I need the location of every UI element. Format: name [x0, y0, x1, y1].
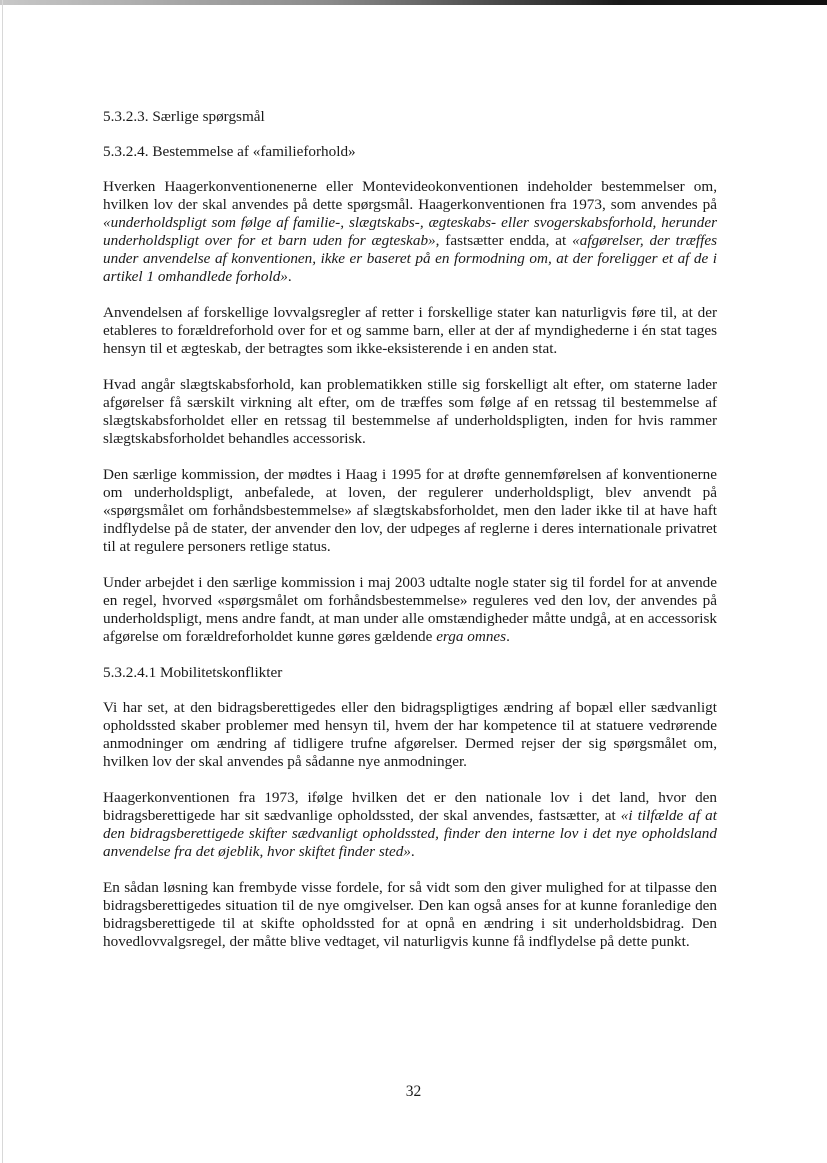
paragraph-1	[103, 178, 717, 286]
paragraph-3: Hvad angår slægtskabsforhold, kan problematikken stille sig forskelligt alt efter, om staterne lader afgørelser få særskilt virkning alt efter, om de træffes som følge af en retssag til bestemmelse af slægtskabsforholdet eller en retssag til bestemmelse af underholdspligten, inden for hvis rammer slægtskabsforholdet behandles accessorisk.	[103, 376, 717, 447]
paragraph-7-text-a: Haagerkonventionen fra 1973, ifølge hvilken det er den nationale lov i det land, hvor den bidragsberettigede har sit sædvanlige opholdssted, der skal anvendes, fastsætter, at	[103, 789, 717, 824]
section-heading-5-3-2-3: 5.3.2.3. Særlige spørgsmål	[103, 108, 265, 125]
paragraph-1-text-c: .	[287, 268, 292, 285]
paragraph-1-quote-a: «underholdspligt som følge af familie-, slægtskabs-, ægteskabs- eller svogerskabsforhold, herunder underholdspligt over for et barn uden for ægteskab»	[103, 214, 717, 249]
paragraph-5	[103, 574, 717, 646]
paragraph-5-text-a: Under arbejdet i den særlige kommission i maj 2003 udtalte nogle stater sig til fordel for at anvende en regel, hvorved «spørgsmålet om forhåndsbestemmelse» reguleres ved den lov, der anvendes på underholdspligt, mens andre fandt, at man under alle omstændigheder måtte undgå, at en accessorisk afgørelse om forældreforholdet kunne gøres gældende	[103, 574, 717, 645]
paragraph-7-text-b: .	[410, 843, 415, 860]
section-heading-5-3-2-4-1: 5.3.2.4.1 Mobilitetskonflikter	[103, 664, 283, 681]
paragraph-7	[103, 789, 717, 861]
paragraph-2: Anvendelsen af forskellige lovvalgsregler af retter i forskellige stater kan naturligvis føre til, at der etableres to forældreforhold over for et og samme barn, eller at der af myndighederne i én stat tages hensyn til et ægteskab, der betragtes som ikke-eksisterende i en anden stat.	[103, 304, 717, 357]
paragraph-5-latin-term: erga omnes	[436, 628, 507, 645]
paragraph-1-quote-b: «afgørelser, der træffes under anvendelse af konventionen, ikke er baseret på en formodning om, at der foreligger et af de i artikel 1 omhandlede forhold»	[103, 232, 718, 285]
paragraph-7-quote: «i tilfælde af at den bidragsberettigede skifter sædvanligt opholdssted, finder den interne lov i det nye opholdsland anvendelse fra det øjeblik, hvor skiftet finder sted»	[103, 807, 717, 860]
left-scan-edge	[2, 0, 3, 1163]
paragraph-8: En sådan løsning kan frembyde visse fordele, for så vidt som den giver mulighed for at tilpasse den bidragsberettigedes situation til de nye omgivelser. Den kan også anses for at kunne foranledige den bidragsberettigede til at skifte opholdssted for at opnå en ændring i sit underholdsbidrag. Den hovedlovvalgsregel, der måtte blive vedtaget, vil naturligvis kunne få indflydelse på dette punkt.	[103, 879, 717, 950]
paragraph-5-text-b: .	[506, 628, 510, 645]
section-heading-5-3-2-4: 5.3.2.4. Bestemmelse af «familieforhold»	[103, 143, 356, 160]
page-number: 32	[405, 1083, 422, 1100]
paragraph-4: Den særlige kommission, der mødtes i Haag i 1995 for at drøfte gennemførelsen af konventionerne om underholdspligt, anbefalede, at loven, der regulerer underholdspligt, blev anvendt på «spørgsmålet om forhåndsbestemmelse» af slægtskabsforholdet, men den lader ikke til at have haft indflydelse på de stater, der anvender den lov, der udpeges af reglerne i deres internationale privatret til at regulere personers retlige status.	[103, 466, 717, 555]
top-scan-edge	[0, 0, 827, 5]
paragraph-6: Vi har set, at den bidragsberettigedes eller den bidragspligtiges ændring af bopæl eller sædvanligt opholdssted skaber problemer med hensyn til, hvem der har kompetence til at statuere vedrørende anmodninger om ændring af tidligere trufne afgørelser. Dermed rejser der sig spørgsmålet om, hvilken lov der skal anvendes på sådanne nye anmodninger.	[103, 699, 717, 770]
paragraph-1-text-b: , fastsætter endda, at	[435, 232, 573, 249]
paragraph-1-text-a: Hverken Haagerkonventionenerne eller Montevideokonventionen indeholder bestemmelser om, hvilken lov der skal anvendes på dette spørgsmål. Haagerkonventionen fra 1973, som anvendes på	[103, 178, 717, 213]
document-body	[103, 108, 717, 969]
